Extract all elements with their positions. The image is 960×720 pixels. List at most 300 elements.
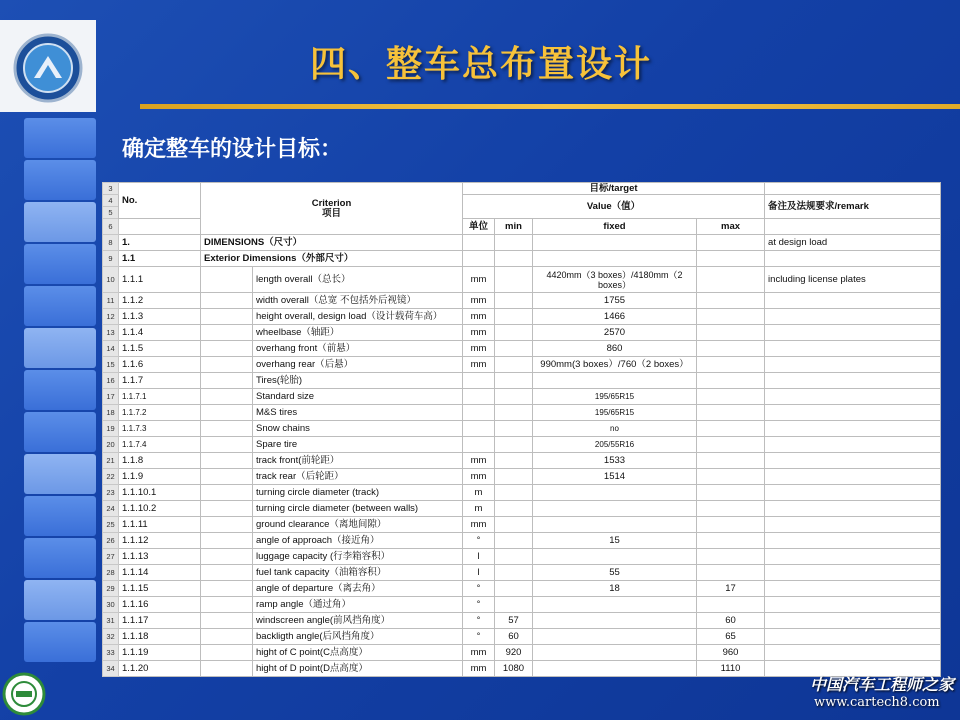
cell-unit: mm [463, 453, 495, 469]
cell-min: 60 [495, 629, 533, 645]
table-row [103, 357, 941, 373]
table-row [103, 251, 941, 267]
cell-max: 960 [697, 645, 765, 661]
decor-tile [24, 454, 96, 494]
cell-fixed: 18 [533, 581, 697, 597]
cell-no: 1.1.6 [119, 357, 201, 373]
table-row [103, 581, 941, 597]
row-number: 16 [103, 373, 119, 389]
cell-unit: mm [463, 517, 495, 533]
cell-min [495, 421, 533, 437]
table-row [103, 267, 941, 293]
table-row [103, 597, 941, 613]
cell-unit: mm [463, 661, 495, 677]
cell-indent [201, 309, 253, 325]
table-row [103, 453, 941, 469]
cell-unit [463, 389, 495, 405]
cell-indent [201, 293, 253, 309]
cell-max [697, 405, 765, 421]
cell-min [495, 389, 533, 405]
cell-unit: mm [463, 309, 495, 325]
row-number: 11 [103, 293, 119, 309]
row-number: 9 [103, 251, 119, 267]
cell-remark: including license plates [765, 267, 941, 293]
cell-no: 1.1.16 [119, 597, 201, 613]
row-number: 25 [103, 517, 119, 533]
cell-fixed [533, 235, 697, 251]
watermark-line2: www.cartech8.com [814, 695, 940, 710]
cell-fixed: 195/65R15 [533, 389, 697, 405]
row-number: 4 [103, 195, 119, 207]
cell-criterion: length overall（总长） [253, 267, 463, 293]
header-remark: 备注及法规要求/remark [765, 195, 941, 219]
row-number: 5 [103, 207, 119, 219]
table-row [103, 437, 941, 453]
cell-remark [765, 293, 941, 309]
table-row [103, 373, 941, 389]
cell-min [495, 437, 533, 453]
cell-criterion: overhang front（前悬） [253, 341, 463, 357]
cell-max [697, 341, 765, 357]
cell-criterion: height overall, design load（设计载荷车高） [253, 309, 463, 325]
cell-no: 1.1.10.1 [119, 485, 201, 501]
cell-unit [463, 251, 495, 267]
cell-remark [765, 613, 941, 629]
cell-unit: mm [463, 267, 495, 293]
cell-min: 920 [495, 645, 533, 661]
cell-fixed: 1755 [533, 293, 697, 309]
cell-unit [463, 421, 495, 437]
cell-fixed [533, 251, 697, 267]
row-number: 12 [103, 309, 119, 325]
cell-unit: mm [463, 469, 495, 485]
cell-criterion: turning circle diameter (track) [253, 485, 463, 501]
cell-remark [765, 309, 941, 325]
cell-criterion: Spare tire [253, 437, 463, 453]
table-row [103, 645, 941, 661]
cell-indent [201, 533, 253, 549]
cell-criterion: Snow chains [253, 421, 463, 437]
cell-indent [201, 453, 253, 469]
row-number: 33 [103, 645, 119, 661]
cell-criterion: Standard size [253, 389, 463, 405]
cell-fixed [533, 597, 697, 613]
header-blank [119, 219, 201, 235]
cell-no: 1.1.7 [119, 373, 201, 389]
cell-fixed [533, 629, 697, 645]
cell-no: 1.1.13 [119, 549, 201, 565]
header-min: min [495, 219, 533, 235]
cell-max [697, 597, 765, 613]
cell-remark [765, 549, 941, 565]
row-number: 31 [103, 613, 119, 629]
cell-min [495, 581, 533, 597]
cell-criterion: backligth angle(后风挡角度） [253, 629, 463, 645]
cell-max [697, 389, 765, 405]
cell-no: 1.1.5 [119, 341, 201, 357]
cell-indent [201, 389, 253, 405]
cell-remark [765, 405, 941, 421]
decor-tile [24, 622, 96, 662]
cell-max [697, 501, 765, 517]
cell-criterion: hight of C point(C点高度） [253, 645, 463, 661]
row-number: 27 [103, 549, 119, 565]
cell-unit: mm [463, 645, 495, 661]
table-row [103, 389, 941, 405]
cell-min [495, 405, 533, 421]
decor-tile [24, 496, 96, 536]
cell-max [697, 517, 765, 533]
cell-remark [765, 453, 941, 469]
cell-remark [765, 485, 941, 501]
cell-min [495, 267, 533, 293]
table-row [103, 533, 941, 549]
cell-criterion: angle of approach（接近角） [253, 533, 463, 549]
row-number: 22 [103, 469, 119, 485]
cell-remark [765, 469, 941, 485]
decor-tile [24, 286, 96, 326]
cell-indent [201, 581, 253, 597]
cell-no: 1.1.12 [119, 533, 201, 549]
row-number: 20 [103, 437, 119, 453]
cell-min [495, 549, 533, 565]
cell-no: 1. [119, 235, 201, 251]
row-number: 8 [103, 235, 119, 251]
cell-max [697, 437, 765, 453]
cell-min [495, 485, 533, 501]
header-criterion [201, 183, 463, 235]
cell-criterion: ramp angle（通过角） [253, 597, 463, 613]
row-number: 24 [103, 501, 119, 517]
cell-max [697, 267, 765, 293]
header-value: Value（值） [463, 195, 765, 219]
cell-max [697, 453, 765, 469]
cell-max [697, 565, 765, 581]
cell-fixed: 860 [533, 341, 697, 357]
cell-min [495, 373, 533, 389]
cell-max [697, 533, 765, 549]
cell-no: 1.1.4 [119, 325, 201, 341]
cell-remark [765, 341, 941, 357]
cell-min [495, 597, 533, 613]
row-number: 10 [103, 267, 119, 293]
cell-fixed: 195/65R15 [533, 405, 697, 421]
cell-max [697, 325, 765, 341]
cell-criterion: ground clearance（离地间隙） [253, 517, 463, 533]
cell-unit [463, 373, 495, 389]
table-row [103, 629, 941, 645]
table-row [103, 485, 941, 501]
row-number: 14 [103, 341, 119, 357]
table-row [103, 613, 941, 629]
cell-unit: mm [463, 325, 495, 341]
cell-criterion: overhang rear（后悬） [253, 357, 463, 373]
table-row [103, 565, 941, 581]
cell-criterion: luggage capacity (行李箱容积） [253, 549, 463, 565]
cell-remark: at design load [765, 235, 941, 251]
cell-min [495, 517, 533, 533]
cell-indent [201, 437, 253, 453]
row-number: 19 [103, 421, 119, 437]
cell-indent [201, 405, 253, 421]
cell-criterion: Tires(轮胎) [253, 373, 463, 389]
decor-tile [24, 538, 96, 578]
cell-indent [201, 549, 253, 565]
row-number: 32 [103, 629, 119, 645]
cell-max [697, 421, 765, 437]
header-criterion-en: Criterion [311, 197, 352, 209]
cell-unit: mm [463, 293, 495, 309]
cell-indent [201, 469, 253, 485]
cell-min [495, 501, 533, 517]
spec-table [102, 182, 941, 677]
watermark [810, 672, 960, 716]
title-divider [140, 104, 960, 109]
cell-remark [765, 325, 941, 341]
cell-no: 1.1.19 [119, 645, 201, 661]
cell-max [697, 293, 765, 309]
cell-remark [765, 517, 941, 533]
cell-indent [201, 629, 253, 645]
cell-unit [463, 405, 495, 421]
cell-no: 1.1.7.4 [119, 437, 201, 453]
cell-no: 1.1.7.2 [119, 405, 201, 421]
cell-fixed [533, 613, 697, 629]
cell-remark [765, 629, 941, 645]
cell-indent [201, 565, 253, 581]
cell-max [697, 357, 765, 373]
header-unit: 单位 [463, 219, 495, 235]
cell-remark [765, 597, 941, 613]
cell-unit: m [463, 501, 495, 517]
table-row [103, 421, 941, 437]
header-max: max [697, 219, 765, 235]
cell-min [495, 469, 533, 485]
cell-indent [201, 501, 253, 517]
cell-fixed: 1466 [533, 309, 697, 325]
cell-no: 1.1.17 [119, 613, 201, 629]
cell-min [495, 341, 533, 357]
cell-no: 1.1.10.2 [119, 501, 201, 517]
cell-fixed: 205/55R16 [533, 437, 697, 453]
cell-indent [201, 267, 253, 293]
cell-no: 1.1.1 [119, 267, 201, 293]
header-blank [765, 219, 941, 235]
cell-indent [201, 645, 253, 661]
cell-max [697, 235, 765, 251]
slide-subtitle: 确定整车的设计目标： [122, 136, 343, 162]
cell-indent [201, 357, 253, 373]
cell-unit: mm [463, 341, 495, 357]
cell-remark [765, 645, 941, 661]
table-row [103, 293, 941, 309]
cell-max [697, 549, 765, 565]
cell-max [697, 373, 765, 389]
row-number: 26 [103, 533, 119, 549]
cell-unit: ° [463, 629, 495, 645]
cell-fixed: 15 [533, 533, 697, 549]
cell-criterion: Exterior Dimensions（外部尺寸） [201, 251, 463, 267]
cell-no: 1.1.3 [119, 309, 201, 325]
cell-fixed: 55 [533, 565, 697, 581]
cell-min: 1080 [495, 661, 533, 677]
cell-max: 17 [697, 581, 765, 597]
cell-remark [765, 565, 941, 581]
cell-min [495, 251, 533, 267]
cell-fixed [533, 501, 697, 517]
cell-no: 1.1.7.3 [119, 421, 201, 437]
row-number: 34 [103, 661, 119, 677]
table-row [103, 469, 941, 485]
cell-unit: ° [463, 613, 495, 629]
cell-indent [201, 661, 253, 677]
cell-remark [765, 533, 941, 549]
cell-unit: l [463, 565, 495, 581]
row-number: 6 [103, 219, 119, 235]
table-row [103, 235, 941, 251]
cell-unit: m [463, 485, 495, 501]
watermark-line1: 中国汽车工程师之家 [810, 675, 955, 694]
cell-min [495, 357, 533, 373]
cell-no: 1.1.11 [119, 517, 201, 533]
row-number: 13 [103, 325, 119, 341]
header-no: No. [119, 183, 201, 219]
cell-fixed [533, 485, 697, 501]
cell-criterion: track front(前轮距） [253, 453, 463, 469]
institute-seal-icon [2, 672, 46, 716]
table-row [103, 517, 941, 533]
cell-min [495, 533, 533, 549]
cell-min [495, 325, 533, 341]
row-number: 15 [103, 357, 119, 373]
row-number: 18 [103, 405, 119, 421]
cell-no: 1.1 [119, 251, 201, 267]
cell-criterion: hight of D point(D点高度） [253, 661, 463, 677]
cell-fixed [533, 517, 697, 533]
cell-max: 1110 [697, 661, 765, 677]
cell-fixed [533, 645, 697, 661]
row-number: 17 [103, 389, 119, 405]
brand-logo [0, 20, 96, 112]
cell-fixed: 990mm(3 boxes）/760（2 boxes） [533, 357, 697, 373]
cell-criterion: windscreen angle(前风挡角度） [253, 613, 463, 629]
cell-criterion: angle of departure（离去角） [253, 581, 463, 597]
cell-indent [201, 341, 253, 357]
cell-criterion: wheelbase（轴距） [253, 325, 463, 341]
cell-unit: ° [463, 533, 495, 549]
cell-min [495, 453, 533, 469]
cell-indent [201, 597, 253, 613]
cell-criterion: turning circle diameter (between walls) [253, 501, 463, 517]
row-number: 28 [103, 565, 119, 581]
cell-unit [463, 437, 495, 453]
slide-title: 四、整车总布置设计 [310, 43, 653, 85]
row-number: 23 [103, 485, 119, 501]
decor-tile [24, 160, 96, 200]
decor-tile [24, 412, 96, 452]
cell-remark [765, 357, 941, 373]
cell-min [495, 565, 533, 581]
table-row [103, 309, 941, 325]
cell-no: 1.1.2 [119, 293, 201, 309]
table-row [103, 549, 941, 565]
row-number: 3 [103, 183, 119, 195]
cell-min [495, 309, 533, 325]
cell-no: 1.1.9 [119, 469, 201, 485]
cell-remark [765, 373, 941, 389]
cell-unit: mm [463, 357, 495, 373]
header-blank [765, 183, 941, 195]
row-number: 21 [103, 453, 119, 469]
cell-max [697, 251, 765, 267]
table-row [103, 501, 941, 517]
cell-indent [201, 613, 253, 629]
cell-indent [201, 421, 253, 437]
cell-no: 1.1.20 [119, 661, 201, 677]
header-criterion-zh: 项目 [321, 207, 341, 219]
cell-unit [463, 235, 495, 251]
spec-spreadsheet [102, 182, 940, 677]
cell-max [697, 469, 765, 485]
decor-tile [24, 118, 96, 158]
row-number: 30 [103, 597, 119, 613]
cell-fixed: 2570 [533, 325, 697, 341]
cell-criterion: track rear（后轮距） [253, 469, 463, 485]
cell-indent [201, 325, 253, 341]
table-row [103, 325, 941, 341]
cell-min: 57 [495, 613, 533, 629]
cell-unit: ° [463, 581, 495, 597]
decor-tile [24, 244, 96, 284]
cell-remark [765, 421, 941, 437]
cell-criterion: M&S tires [253, 405, 463, 421]
cell-min [495, 235, 533, 251]
cell-unit: ° [463, 597, 495, 613]
cell-remark [765, 251, 941, 267]
cell-fixed: 1514 [533, 469, 697, 485]
cell-indent [201, 373, 253, 389]
cell-remark [765, 437, 941, 453]
cell-no: 1.1.14 [119, 565, 201, 581]
cell-max: 65 [697, 629, 765, 645]
cell-remark [765, 581, 941, 597]
header-fixed: fixed [533, 219, 697, 235]
decor-tile [24, 580, 96, 620]
cell-fixed: 4420mm（3 boxes）/4180mm（2 boxes） [533, 267, 697, 293]
decor-tile [24, 202, 96, 242]
cell-max [697, 485, 765, 501]
decor-tile [24, 370, 96, 410]
cell-criterion: width overall（总宽 不包括外后视镜） [253, 293, 463, 309]
cell-remark [765, 501, 941, 517]
cell-fixed: no [533, 421, 697, 437]
cell-remark [765, 389, 941, 405]
cell-unit: l [463, 549, 495, 565]
cell-min [495, 293, 533, 309]
cell-fixed [533, 549, 697, 565]
cell-max [697, 309, 765, 325]
cell-fixed [533, 661, 697, 677]
cell-no: 1.1.8 [119, 453, 201, 469]
cell-criterion: DIMENSIONS（尺寸） [201, 235, 463, 251]
row-number: 29 [103, 581, 119, 597]
cell-criterion: fuel tank capacity（油箱容积） [253, 565, 463, 581]
cell-no: 1.1.15 [119, 581, 201, 597]
table-row [103, 405, 941, 421]
cell-indent [201, 517, 253, 533]
cell-max: 60 [697, 613, 765, 629]
cell-no: 1.1.7.1 [119, 389, 201, 405]
